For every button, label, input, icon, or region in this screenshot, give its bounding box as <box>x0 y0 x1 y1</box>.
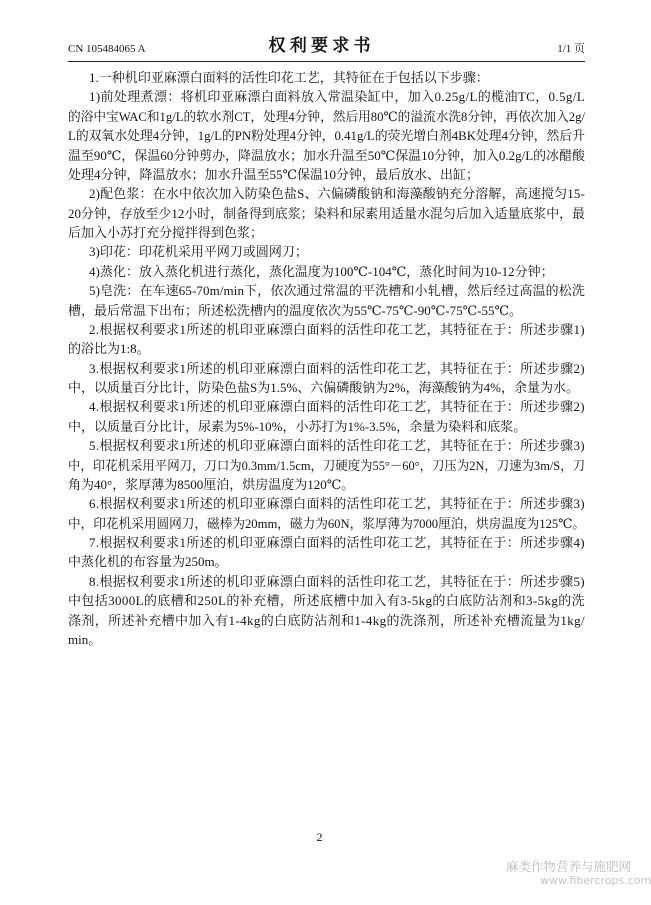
claims-body <box>68 68 585 649</box>
claim-1-intro <box>68 68 585 87</box>
text-line <box>68 359 585 378</box>
claim-3 <box>68 359 585 398</box>
text-line-content: 6.根据权利要求1所述的机印亚麻漂白面料的活性印花工艺，其特征在于：所述步骤3) <box>89 496 585 512</box>
text-line-content: L的双氧水处理4分钟，1g/L的PN粉处理4分钟，0.41g/L的荧光增白剂4BK处理4分钟，然后升 <box>68 128 585 144</box>
text-line-content: 3)印花：印花机采用平网刀或圆网刀； <box>89 244 308 260</box>
text-line <box>68 456 585 475</box>
text-line <box>68 533 585 552</box>
text-line <box>68 107 585 126</box>
text-line <box>68 320 585 339</box>
text-line <box>68 630 585 649</box>
watermark-url: www.fibercrops.com <box>540 874 651 887</box>
claim-1-step-5 <box>68 281 585 320</box>
text-line-content: 的浴中宝WAC和1g/L的软水剂CT，处理4分钟，然后用80℃的溢流水洗8分钟，再依次加入2g/ <box>68 108 585 124</box>
text-line-content: 角为40°，浆厚薄为8500厘泊，烘房温度为120℃。 <box>68 476 355 492</box>
text-line <box>68 611 585 630</box>
claim-7 <box>68 533 585 572</box>
text-line-content: 涤剂，所述补充槽中加入有1-4kg的白底防沾剂和1-4kg的洗涤剂，所述补充槽流量为1kg/ <box>68 612 585 628</box>
text-line-content: 20分钟，存放至少12小时，制备得到底浆；染料和尿素用适量水混匀后加入适量底浆中，最 <box>68 205 585 221</box>
text-line-content: 8.根据权利要求1所述的机印亚麻漂白面料的活性印花工艺，其特征在于：所述步骤5) <box>89 573 585 589</box>
text-line-content: 4)蒸化：放入蒸化机进行蒸化，蒸化温度为100℃-104℃，蒸化时间为10-12分钟； <box>89 263 554 279</box>
text-line-content: 2.根据权利要求1所述的机印亚麻漂白面料的活性印花工艺，其特征在于：所述步骤1) <box>89 321 585 337</box>
claim-5 <box>68 436 585 494</box>
claim-1-step-1 <box>68 87 585 184</box>
text-line <box>68 184 585 203</box>
text-line <box>68 301 585 320</box>
page-indicator: 1/1 页 <box>557 43 585 55</box>
text-line <box>68 552 585 571</box>
text-line <box>68 417 585 436</box>
text-line <box>68 204 585 223</box>
text-line-content: 1.一种机印亚麻漂白面料的活性印花工艺，其特征在于包括以下步骤： <box>89 70 489 85</box>
text-line <box>68 572 585 591</box>
claim-1-step-3 <box>68 242 585 261</box>
claim-6 <box>68 494 585 533</box>
text-line <box>68 87 585 106</box>
text-line <box>68 494 585 513</box>
section-title: 权 利 要 求 书 <box>268 36 371 55</box>
claim-8 <box>68 572 585 650</box>
text-line-content: 1)前处理煮漂：将机印亚麻漂白面料放入常温染缸中，加入0.25g/L的榄油TC，0.5g/L <box>89 89 585 105</box>
text-line <box>68 68 585 87</box>
text-line <box>68 378 585 397</box>
text-line-content: 2)配色浆：在水中依次加入防染色盐S、六偏磷酸钠和海藻酸钠充分溶解，高速搅匀15- <box>89 186 585 202</box>
text-line <box>68 514 585 533</box>
text-line <box>68 242 585 261</box>
text-line <box>68 436 585 455</box>
text-line-content: 处理4分钟，降温放水；加水升温至55℃保温10分钟，最后放水、出缸； <box>68 166 480 182</box>
page-number: 2 <box>316 830 323 844</box>
text-line <box>68 397 585 416</box>
text-line-content: 中，印花机采用平网刀，刀口为0.3mm/1.5cm，刀硬度为55°－60°，刀压为2N，刀速为3m/S，刀 <box>68 457 585 473</box>
text-line-content: 4.根据权利要求1所述的机印亚麻漂白面料的活性印花工艺，其特征在于：所述步骤2) <box>89 399 585 415</box>
text-line-content: min。 <box>68 631 102 647</box>
text-line-content: 5.根据权利要求1所述的机印亚麻漂白面料的活性印花工艺，其特征在于：所述步骤3) <box>89 438 585 454</box>
text-line-content: 中，印花机采用圆网刀，磁棒为20mm，磁力为60N，浆厚薄为7000厘泊，烘房温度为125℃。 <box>68 515 585 531</box>
text-line-content: 5)皂洗：在车速65-70m/min下，依次通过常温的平洗槽和小轧槽，然后经过高温的松洗 <box>89 283 585 299</box>
text-line <box>68 165 585 184</box>
claim-1-step-2 <box>68 184 585 242</box>
text-line <box>68 262 585 281</box>
text-line-content: 中，以质量百分比计，防染色盐S为1.5%、六偏磷酸钠为2%，海藻酸钠为4%，余量为水。 <box>68 380 579 395</box>
text-line-content: 后加入小苏打充分搅拌得到色浆； <box>68 225 264 240</box>
text-line <box>68 281 585 300</box>
text-line-content: 7.根据权利要求1所述的机印亚麻漂白面料的活性印花工艺，其特征在于：所述步骤4) <box>89 535 585 550</box>
header-rule <box>68 61 585 62</box>
text-line-content: 中，以质量百分比计，尿素为5%-10%，小苏打为1%-3.5%，余量为染料和底浆。 <box>68 418 527 434</box>
claim-2 <box>68 320 585 359</box>
text-line-content: 3.根据权利要求1所述的机印亚麻漂白面料的活性印花工艺，其特征在于：所述步骤2) <box>89 360 585 376</box>
text-line-content: 中包括3000L的底槽和250L的补充槽，所述底槽中加入有3-5kg的白底防沾剂和3-5kg的洗 <box>68 593 585 609</box>
text-line <box>68 475 585 494</box>
publication-number: CN 105484065 A <box>68 43 146 55</box>
text-line-content: 中蒸化机的布容量为250m。 <box>68 554 228 570</box>
text-line-content: 的浴比为1:8。 <box>68 341 150 357</box>
claim-1-step-4 <box>68 262 585 281</box>
claim-4 <box>68 397 585 436</box>
text-line <box>68 126 585 145</box>
text-line-content: 温至90℃，保温60分钟剪办，降温放水；加水升温至50℃保温10分钟，加入0.2g/L的冰醋酸 <box>68 147 585 163</box>
text-line <box>68 339 585 358</box>
text-line <box>68 146 585 165</box>
text-line <box>68 591 585 610</box>
text-line-content: 槽，最后常温下出布；所述松洗槽内的温度依次为55℃-75℃-90℃-75℃-55℃。 <box>68 302 523 318</box>
watermark-site-name: 麻类作物营养与施肥网 <box>506 859 632 874</box>
text-line <box>68 223 585 242</box>
